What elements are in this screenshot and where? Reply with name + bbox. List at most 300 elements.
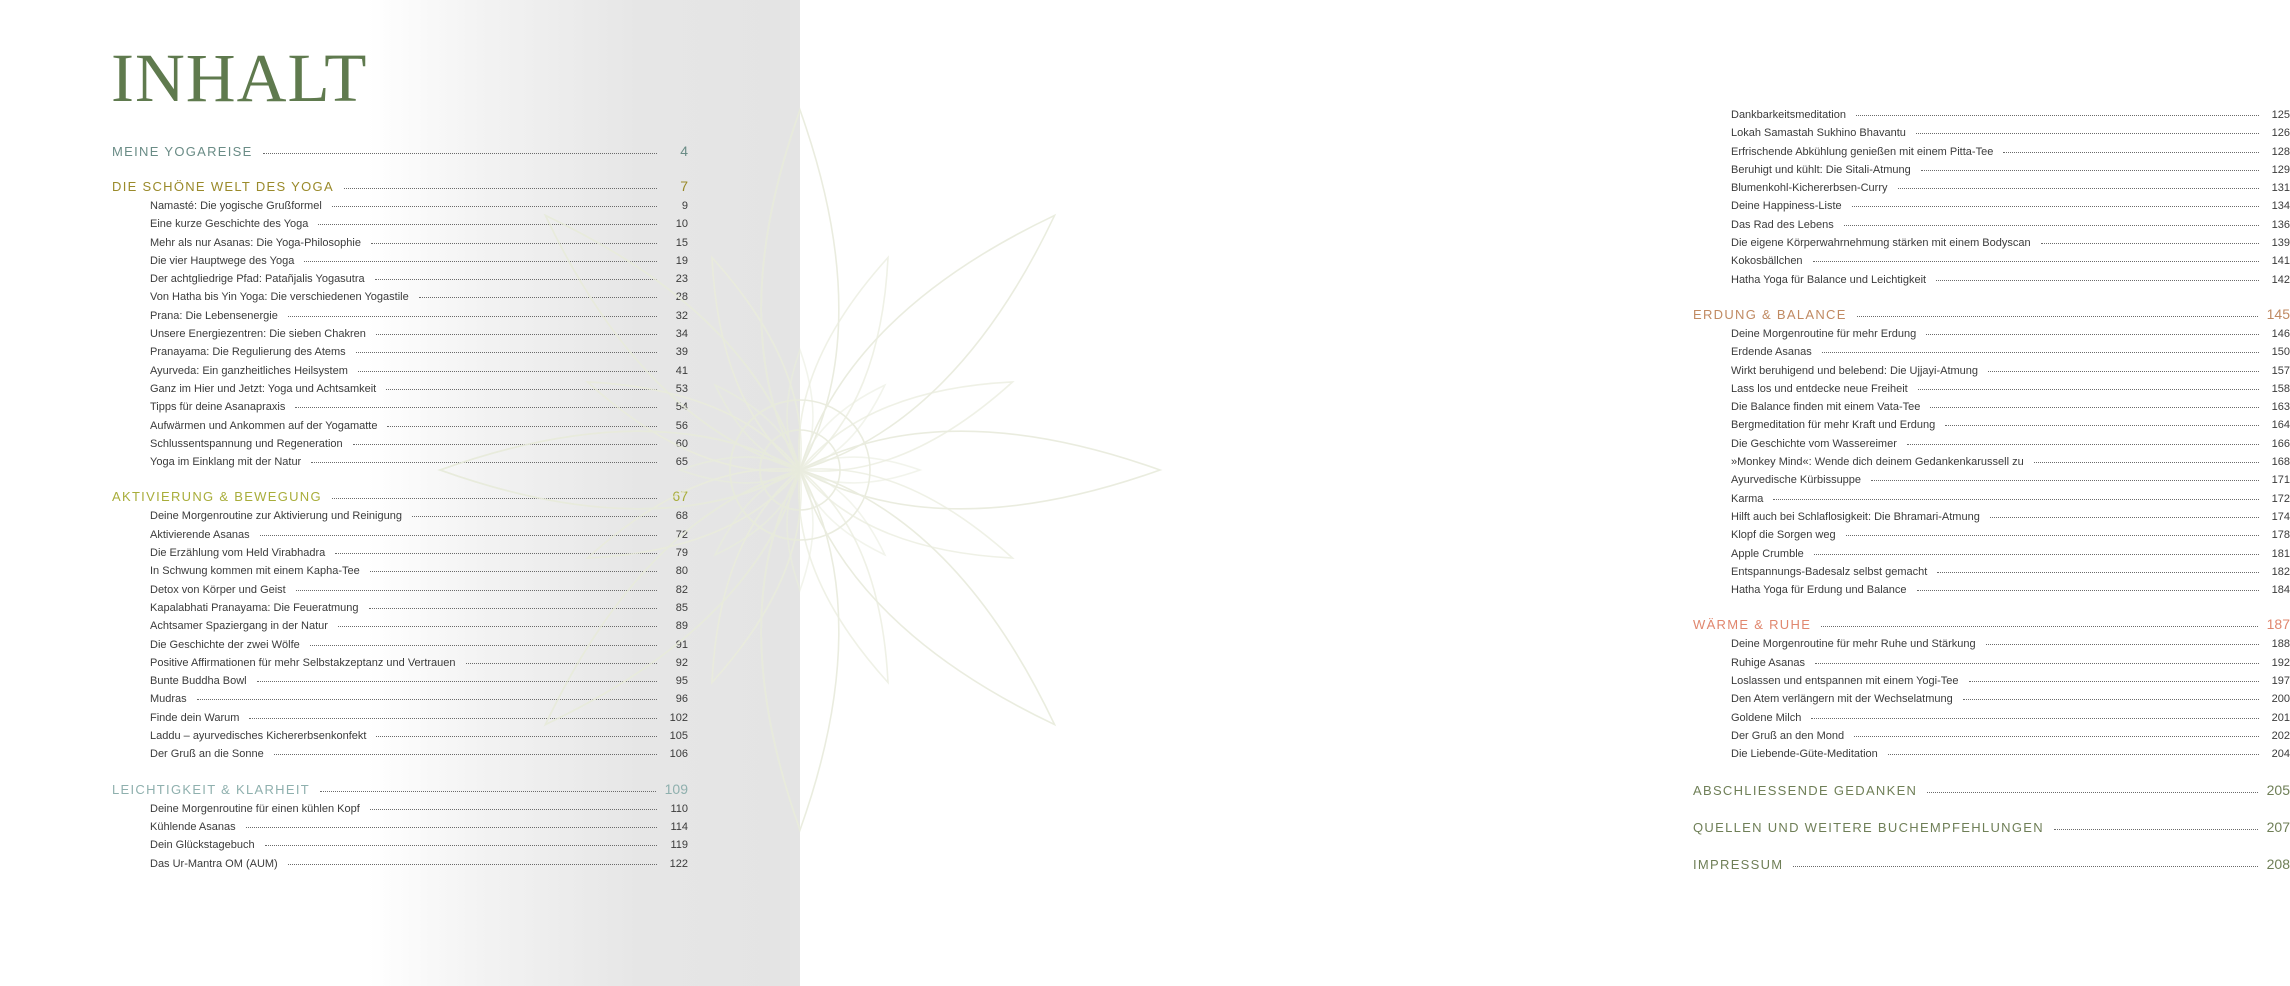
dot-leader [1930,407,2259,408]
toc-entry-page-number: 79 [675,547,688,560]
toc-column-left [112,141,688,873]
toc-entry-label: Die eigene Körperwahrnehmung stärken mit einem Bodyscan [1731,237,2031,250]
toc-entry[interactable] [1693,453,2290,471]
toc-entry-page-number: 157 [2271,364,2290,377]
dot-leader [375,279,657,280]
toc-entry[interactable] [1693,690,2290,708]
toc-entry-page-number: 139 [2271,237,2290,250]
toc-entry[interactable] [1693,343,2290,361]
toc-entry-label: Kokosbällchen [1731,255,1803,268]
toc-entry[interactable] [112,727,688,745]
right-page [800,0,2290,986]
toc-entry-label: Die Geschichte vom Wassereimer [1731,437,1897,450]
toc-entry-label: Bergmeditation für mehr Kraft und Erdung [1731,419,1936,432]
toc-entry-page-number: 197 [2271,675,2290,688]
dot-leader [1926,334,2259,335]
toc-entry[interactable] [1693,635,2290,653]
dot-leader [1857,316,2258,317]
toc-entry-label: Die vier Hauptwege des Yoga [150,254,295,267]
dot-leader [1918,389,2259,390]
toc-entry-page-number: 136 [2271,218,2290,231]
toc-entry-page-number: 60 [675,437,688,450]
toc-entry-label: Deine Morgenroutine für einen kühlen Kopf [150,802,360,815]
dot-leader [353,444,657,445]
toc-entry-page-number: 19 [675,254,688,267]
section-spacer [112,162,688,176]
toc-entry[interactable] [112,343,688,361]
toc-section [112,779,688,873]
dot-leader [376,736,657,737]
toc-entry-page-number: 9 [681,200,688,212]
dot-leader [1811,718,2259,719]
toc-entry[interactable] [112,197,688,215]
toc-entry-label: Hilft auch bei Schlaflosigkeit: Die Bhramari-Atmung [1731,510,1980,523]
toc-entry[interactable] [112,234,688,252]
toc-entry-page-number: 164 [2271,419,2290,432]
toc-entry-label: Pranayama: Die Regulierung des Atems [150,346,346,359]
toc-entry-label: Wirkt beruhigend und belebend: Die Ujjayi-Atmung [1731,364,1979,377]
section-spacer [1693,838,2290,854]
toc-entry[interactable] [112,380,688,398]
dot-leader [1986,644,2259,645]
dot-leader [249,718,657,719]
section-spacer [112,471,688,486]
dot-leader [1921,170,2259,171]
toc-entry-page-number: 146 [2271,327,2290,340]
toc-entry-label: Ayurveda: Ein ganzheitliches Heilsystem [150,364,348,377]
toc-entry-page-number: 54 [675,401,688,414]
dot-leader [1927,792,2257,793]
toc-entry-label: Aktivierende Asanas [150,528,250,541]
toc-entry-page-number: 34 [675,328,688,341]
dot-leader [197,699,657,700]
dot-leader [371,243,657,244]
dot-leader [412,516,657,517]
dot-leader [1821,626,2257,627]
dot-leader [332,206,657,207]
dot-leader [1856,115,2259,116]
toc-entry[interactable] [112,745,688,763]
closing-heading[interactable] [1693,780,2290,801]
dot-leader [296,590,657,591]
toc-entry[interactable] [112,544,688,562]
toc-entry-page-number: 141 [2271,255,2290,268]
toc-entry-label: In Schwung kommen mit einem Kapha-Tee [150,565,360,578]
toc-entry-page-number: 166 [2271,437,2290,450]
toc-entry-page-number: 91 [675,638,688,651]
section-spacer [1693,599,2290,614]
toc-entry-page-number: 72 [675,528,688,541]
toc-entry-page-number: 110 [670,802,688,815]
dot-leader [1854,736,2259,737]
toc-entry-label: Ruhige Asanas [1731,656,1805,669]
toc-entry-page-number: 89 [675,620,688,633]
toc-entry[interactable] [1693,490,2290,508]
toc-section [112,486,688,763]
toc-entry-label: Prana: Die Lebensenergie [150,309,278,322]
dot-leader [1793,866,2257,867]
dot-leader [370,571,657,572]
toc-entry-page-number: 106 [669,748,688,761]
toc-entry-page-number: 182 [2271,565,2290,578]
toc-entry-label: Entspannungs-Badesalz selbst gemacht [1731,565,1928,578]
toc-entry-page-number: 142 [2271,273,2290,286]
section-heading-label: WÄRME & RUHE [1693,617,1812,633]
dot-leader [274,754,657,755]
toc-entry-label: Ganz im Hier und Jetzt: Yoga und Achtsamkeit [150,382,377,395]
toc-entry-page-number: 23 [675,273,688,286]
closing-heading[interactable] [1693,854,2290,875]
toc-entry-label: Laddu – ayurvedisches Kichererbsenkonfekt [150,730,367,743]
toc-entry-label: Deine Morgenroutine zur Aktivierung und Reinigung [150,510,402,523]
toc-entry[interactable] [112,435,688,453]
dot-leader [260,535,657,536]
toc-entry[interactable] [112,526,688,544]
toc-entry-label: Goldene Milch [1731,711,1802,724]
toc-entry-page-number: 181 [2271,547,2290,560]
toc-entry[interactable] [1693,727,2290,745]
dot-leader [1988,371,2259,372]
toc-entry-page-number: 188 [2271,638,2290,651]
toc-entry-page-number: 119 [670,839,688,852]
toc-entry-label: Die Liebende-Güte-Meditation [1731,748,1878,761]
toc-entry[interactable] [112,288,688,306]
dot-leader [356,352,657,353]
toc-entry-page-number: 134 [2271,200,2290,213]
toc-entry[interactable] [1693,581,2290,599]
closing-heading-label: ABSCHLIESSENDE GEDANKEN [1693,782,1918,798]
toc-entry[interactable] [1693,745,2290,763]
dot-leader [338,626,657,627]
section-heading[interactable] [1693,614,2290,635]
toc-entry[interactable] [1693,545,2290,563]
toc-section [112,141,688,162]
section-heading-label: ERDUNG & BALANCE [1693,306,1847,322]
toc-entry-label: Loslassen und entspannen mit einem Yogi-Tee [1731,675,1959,688]
toc-entry[interactable] [1693,526,2290,544]
toc-entry[interactable] [1693,143,2290,161]
toc-entry[interactable] [112,654,688,672]
section-spacer [1693,764,2290,780]
toc-entry-label: Den Atem verlängern mit der Wechselatmung [1731,693,1953,706]
dot-leader [288,864,657,865]
closing-heading-page-number: 205 [2266,781,2290,798]
dot-leader [1898,188,2259,189]
toc-entry-page-number: 41 [675,364,688,377]
closing-heading-label: QUELLEN UND WEITERE BUCHEMPFEHLUNGEN [1693,819,2044,835]
toc-entry[interactable] [112,507,688,525]
toc-entry-label: Der Gruß an den Mond [1731,729,1845,742]
dot-leader [358,371,657,372]
toc-entry-label: Von Hatha bis Yin Yoga: Die verschiedenen Yogastile [150,291,409,304]
section-heading-label: LEICHTIGKEIT & KLARHEIT [112,781,310,797]
toc-entry[interactable] [1693,161,2290,179]
toc-entry-label: Positive Affirmationen für mehr Selbstakzeptanz und Vertrauen [150,656,456,669]
toc-entry[interactable] [1693,380,2290,398]
dot-leader [419,297,657,298]
toc-entry-label: Erdende Asanas [1731,346,1812,359]
toc-entry-label: Blumenkohl-Kichererbsen-Curry [1731,182,1888,195]
dot-leader [2034,462,2259,463]
toc-entry-page-number: 192 [2271,656,2290,669]
dot-leader [288,316,657,317]
toc-entry-page-number: 82 [675,583,688,596]
toc-entry[interactable] [112,818,688,836]
toc-entry-page-number: 172 [2271,492,2290,505]
dot-leader [2054,829,2258,830]
dot-leader [2003,152,2259,153]
toc-entry-label: Hatha Yoga für Balance und Leichtigkeit [1731,273,1927,286]
toc-entry-page-number: 126 [2271,127,2290,140]
toc-entry-label: Deine Happiness-Liste [1731,200,1842,213]
toc-entry-label: Die Erzählung vom Held Virabhadra [150,547,326,560]
section-heading-label: DIE SCHÖNE WELT DES YOGA [112,179,334,194]
toc-entry-page-number: 200 [2271,693,2290,706]
toc-entry-label: Unsere Energiezentren: Die sieben Chakren [150,328,366,341]
toc-entry-page-number: 68 [675,510,688,523]
toc-entry-label: Kapalabhati Pranayama: Die Feueratmung [150,601,359,614]
toc-entry-page-number: 102 [669,711,688,724]
toc-entry[interactable] [112,599,688,617]
toc-entry-page-number: 168 [2271,456,2290,469]
closing-heading[interactable] [1693,817,2290,838]
toc-entry[interactable] [1693,252,2290,270]
toc-entry-page-number: 163 [2271,401,2290,414]
toc-entry-page-number: 128 [2271,145,2290,158]
toc-entry-page-number: 125 [2271,109,2290,121]
toc-entry[interactable] [1693,508,2290,526]
closing-heading-page-number: 207 [2266,818,2290,835]
toc-entry-page-number: 171 [2271,474,2290,487]
dot-leader [370,809,657,810]
dot-leader [318,224,657,225]
dot-leader [310,645,657,646]
dot-leader [1815,663,2259,664]
section-heading-page-number: 7 [680,178,688,194]
toc-entry[interactable] [112,270,688,288]
toc-entry[interactable] [1693,271,2290,289]
toc-entry[interactable] [112,417,688,435]
toc-section [1693,614,2290,763]
toc-section-continued [1693,106,2290,289]
dot-leader [1813,261,2259,262]
toc-entry[interactable] [112,800,688,818]
toc-entry-page-number: 202 [2271,729,2290,742]
toc-entry[interactable] [1693,216,2290,234]
toc-entry[interactable] [112,562,688,580]
toc-entry[interactable] [112,398,688,416]
section-heading-page-number: 187 [2266,616,2290,633]
dot-leader [1844,225,2259,226]
toc-entry-label: Ayurvedische Kürbissuppe [1731,474,1862,487]
section-heading[interactable] [1693,304,2290,325]
toc-entry[interactable] [1693,654,2290,672]
toc-entry-page-number: 174 [2271,510,2290,523]
dot-leader [386,389,657,390]
dot-leader [1916,133,2259,134]
dot-leader [246,827,657,828]
toc-entry[interactable] [112,672,688,690]
toc-entry-page-number: 96 [675,693,688,706]
toc-entry[interactable] [1693,416,2290,434]
toc-entry[interactable] [1693,398,2290,416]
dot-leader [332,498,657,499]
dot-leader [1990,517,2259,518]
toc-entry[interactable] [112,617,688,635]
section-spacer [112,764,688,779]
toc-entry-page-number: 28 [675,291,688,304]
dot-leader [344,188,657,189]
section-heading[interactable] [112,141,688,162]
toc-entry[interactable] [112,307,688,325]
dot-leader [1945,425,2259,426]
toc-entry[interactable] [1693,471,2290,489]
toc-entry-page-number: 131 [2271,182,2290,195]
toc-entry-page-number: 10 [675,218,688,231]
dot-leader [1917,590,2259,591]
toc-entry-label: Der Gruß an die Sonne [150,748,264,761]
toc-section [1693,304,2290,599]
toc-entry[interactable] [1693,362,2290,380]
dot-leader [335,553,657,554]
toc-entry-page-number: 204 [2271,748,2290,761]
section-heading[interactable] [112,779,688,800]
section-spacer [1693,801,2290,817]
toc-entry-label: Apple Crumble [1731,547,1804,560]
toc-entry[interactable] [112,215,688,233]
toc-entry-page-number: 53 [675,382,688,395]
toc-entry[interactable] [1693,563,2290,581]
toc-entry-label: Klopf die Sorgen weg [1731,529,1836,542]
toc-entry-label: Yoga im Einklang mit der Natur [150,456,302,469]
toc-entry-page-number: 129 [2271,163,2290,176]
toc-entry-label: Die Balance finden mit einem Vata-Tee [1731,401,1921,414]
dot-leader [1846,535,2259,536]
dot-leader [1963,699,2259,700]
dot-leader [304,261,657,262]
toc-entry-page-number: 92 [675,656,688,669]
closing-heading-label: IMPRESSUM [1693,856,1784,872]
toc-entry-label: Detox von Körper und Geist [150,583,286,596]
dot-leader [1822,352,2259,353]
toc-entry-label: Namasté: Die yogische Grußformel [150,200,322,212]
dot-leader [1969,681,2260,682]
toc-entry-label: Karma [1731,492,1764,505]
toc-entry-label: Achtsamer Spaziergang in der Natur [150,620,328,633]
toc-entry-label: »Monkey Mind«: Wende dich deinem Gedankenkarussell zu [1731,456,2024,469]
section-heading-label: AKTIVIERUNG & BEWEGUNG [112,489,322,505]
toc-entry-label: Die Geschichte der zwei Wölfe [150,638,300,651]
toc-entry-label: Das Rad des Lebens [1731,218,1834,231]
toc-entry[interactable] [112,709,688,727]
toc-entry-label: Dankbarkeitsmeditation [1731,109,1846,121]
toc-entry[interactable] [112,453,688,471]
dot-leader [1936,280,2259,281]
section-heading[interactable] [112,486,688,507]
toc-entry-label: Aufwärmen und Ankommen auf der Yogamatte [150,419,378,432]
toc-entry[interactable] [112,690,688,708]
dot-leader [1773,499,2259,500]
page-title: INHALT [111,40,368,116]
toc-entry-label: Das Ur-Mantra OM (AUM) [150,857,278,870]
section-heading-page-number: 109 [664,780,688,797]
toc-entry[interactable] [1693,106,2290,124]
toc-entry-page-number: 150 [2271,346,2290,359]
left-page [0,0,800,986]
toc-entry-label: Tipps für deine Asanapraxis [150,401,286,414]
dot-leader [311,462,657,463]
toc-entry-label: Deine Morgenroutine für mehr Ruhe und Stärkung [1731,638,1976,651]
dot-leader [265,845,657,846]
toc-entry[interactable] [112,855,688,873]
dot-leader [387,426,657,427]
toc-entry-page-number: 39 [675,346,688,359]
toc-entry[interactable] [1693,234,2290,252]
toc-entry[interactable] [1693,179,2290,197]
toc-entry-label: Dein Glückstagebuch [150,839,255,852]
dot-leader [1937,572,2259,573]
toc-entry[interactable] [112,325,688,343]
section-heading[interactable] [112,176,688,197]
toc-entry-label: Kühlende Asanas [150,820,236,833]
toc-entry[interactable] [112,636,688,654]
dot-leader [2041,243,2259,244]
section-heading-page-number: 145 [2266,305,2290,322]
toc-entry-label: Bunte Buddha Bowl [150,675,247,688]
toc-entry-label: Beruhigt und kühlt: Die Sitali-Atmung [1731,163,1911,176]
toc-entry[interactable] [112,581,688,599]
toc-entry-page-number: 105 [669,730,688,743]
toc-entry-page-number: 201 [2271,711,2290,724]
toc-entry-page-number: 158 [2271,382,2290,395]
toc-entry-label: Deine Morgenroutine für mehr Erdung [1731,327,1917,340]
toc-entry-page-number: 114 [670,820,688,833]
dot-leader [1907,444,2259,445]
toc-entry[interactable] [1693,435,2290,453]
toc-entry-label: Schlussentspannung und Regeneration [150,437,343,450]
toc-entry[interactable] [112,362,688,380]
dot-leader [263,153,657,154]
dot-leader [320,791,656,792]
dot-leader [1888,754,2259,755]
toc-entry[interactable] [1693,672,2290,690]
toc-entry-page-number: 65 [675,456,688,469]
dot-leader [1814,554,2259,555]
toc-entry-label: Lokah Samastah Sukhino Bhavantu [1731,127,1906,140]
dot-leader [1871,480,2259,481]
mandala-watermark-right [800,0,1600,986]
toc-entry[interactable] [1693,197,2290,215]
section-spacer [1693,289,2290,304]
dot-leader [295,407,657,408]
toc-entry-label: Mudras [150,693,187,706]
toc-entry-page-number: 15 [675,236,688,249]
toc-entry[interactable] [112,836,688,854]
toc-entry[interactable] [1693,709,2290,727]
toc-entry-label: Lass los und entdecke neue Freiheit [1731,382,1908,395]
section-heading-page-number: 67 [672,488,688,505]
dot-leader [1852,206,2259,207]
dot-leader [466,663,657,664]
toc-entry[interactable] [1693,124,2290,142]
dot-leader [369,608,657,609]
toc-entry[interactable] [1693,325,2290,343]
dot-leader [257,681,657,682]
toc-entry[interactable] [112,252,688,270]
section-heading-page-number: 4 [680,143,688,159]
toc-section [112,176,688,471]
toc-entry-page-number: 85 [675,601,688,614]
